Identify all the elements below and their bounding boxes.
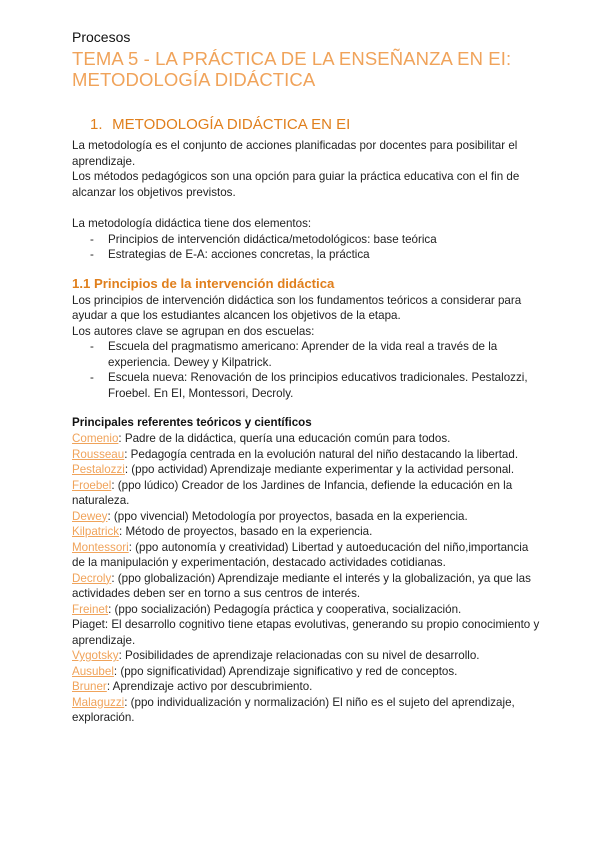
referent-description: : (ppo globalización) Aprendizaje mediante el interés y la globalización, ya que las actividades deben ser en torno a sus centros de interés.	[72, 571, 531, 600]
referent-item	[72, 447, 542, 463]
referent-item	[72, 524, 542, 540]
referent-item	[72, 664, 542, 680]
section-1-number: 1.	[90, 116, 103, 133]
referent-description: : (ppo autonomía y creatividad) Libertad y autoeducación del niño,importancia de la manipulación y experimentación, destacado actividades cotidianas.	[72, 540, 529, 569]
definition-paragraph: La metodología es el conjunto de acciones planificadas por docentes para posibilitar el aprendizaje.	[72, 139, 518, 168]
referent-link[interactable]: Ausubel	[72, 664, 114, 678]
referent-description: : Posibilidades de aprendizaje relacionadas con su nivel de desarrollo.	[118, 649, 480, 662]
referent-item	[72, 695, 542, 726]
elements-list	[72, 232, 542, 263]
referent-description: : Método de proyectos, basado en la experiencia.	[119, 525, 373, 538]
referent-link[interactable]: Montessori	[72, 540, 129, 554]
referent-link[interactable]: Freinet	[72, 602, 109, 616]
list-item: - Escuela nueva: Renovación de los principios educativos tradicionales. Pestalozzi, Froebel. En EI, Montessori, Decroly.	[72, 370, 542, 401]
referent-link[interactable]: Decroly	[72, 571, 112, 585]
section-1-1-heading: 1.1 Principios de la intervención didáctica	[72, 275, 335, 291]
referent-name: Piaget	[72, 618, 105, 631]
referent-item	[72, 648, 542, 664]
referent-item	[72, 509, 542, 525]
referent-description: : (ppo lúdico) Creador de los Jardines de Infancia, defiende la educación en la naturaleza.	[72, 478, 513, 507]
list-item: - Estrategias de E-A: acciones concretas, la práctica	[72, 247, 542, 263]
referent-link[interactable]: Dewey	[72, 509, 108, 523]
referent-link[interactable]: Pestalozzi	[72, 463, 125, 476]
document-title	[72, 48, 542, 90]
list-item: - Principios de intervención didáctica/metodológicos: base teórica	[72, 232, 542, 248]
referent-link[interactable]: Vygotsky	[72, 649, 119, 662]
referent-description: : (ppo actividad) Aprendizaje mediante experimentar y la actividad personal.	[124, 463, 515, 476]
schools-intro: Los autores clave se agrupan en dos escuelas:	[72, 324, 315, 338]
referent-item	[72, 571, 542, 602]
referent-link[interactable]: Malaguzzi	[72, 695, 125, 709]
title-line-2: METODOLOGÍA DIDÁCTICA	[72, 69, 316, 90]
schools-list	[72, 339, 542, 401]
elements-intro: La metodología didáctica tiene dos elementos:	[72, 217, 312, 230]
referents-list	[72, 431, 542, 726]
referent-link[interactable]: Comenio	[72, 432, 119, 445]
referent-link[interactable]: Rousseau	[72, 447, 125, 461]
subject-label: Procesos	[72, 29, 131, 45]
referent-item	[72, 478, 542, 509]
referent-item	[72, 540, 542, 571]
referent-description: : Aprendizaje activo por descubrimiento.	[106, 680, 313, 693]
referent-item	[72, 431, 542, 447]
referent-description: : (ppo individualización y normalización) El niño es el sujeto del aprendizaje, exploración.	[72, 695, 515, 724]
section-1-title: METODOLOGÍA DIDÁCTICA EN EI	[112, 116, 351, 133]
list-item: - Escuela del pragmatismo americano: Aprender de la vida real a través de la experiencia. Dewey y Kilpatrick.	[72, 339, 542, 370]
title-line-1: TEMA 5 - LA PRÁCTICA DE LA ENSEÑANZA EN EI:	[72, 48, 512, 69]
document-page	[72, 28, 542, 726]
referent-description: : (ppo socialización) Pedagogía práctica y cooperativa, socialización.	[108, 602, 462, 616]
referents-heading: Principales referentes teóricos y científicos	[72, 416, 312, 429]
referent-item	[72, 679, 542, 695]
referent-description: : (ppo vivencial) Metodología por proyectos, basada en la experiencia.	[107, 509, 468, 523]
referent-link[interactable]: Froebel	[72, 478, 112, 492]
referent-link[interactable]: Kilpatrick	[72, 525, 120, 538]
referent-description: : Pedagogía centrada en la evolución natural del niño destacando la libertad.	[124, 447, 519, 461]
referent-item	[72, 602, 542, 618]
section-1-heading	[90, 115, 542, 135]
referent-description: : Padre de la didáctica, quería una educación común para todos.	[118, 432, 451, 445]
referent-item	[72, 617, 542, 648]
referent-link[interactable]: Bruner	[72, 680, 107, 693]
referent-item	[72, 462, 542, 478]
principles-paragraph: Los principios de intervención didáctica son los fundamentos teóricos a considerar para ayudar a que los estudiantes alcancen los objetivos de la etapa.	[72, 293, 522, 322]
methods-paragraph: Los métodos pedagógicos son una opción para guiar la práctica educativa con el fin de alcanzar los objetivos previstos.	[72, 170, 520, 199]
referent-description: : El desarrollo cognitivo tiene etapas evolutivas, generando su propio conocimiento y aprendizaje.	[72, 618, 540, 647]
referent-description: : (ppo significatividad) Aprendizaje significativo y red de conceptos.	[113, 664, 458, 678]
